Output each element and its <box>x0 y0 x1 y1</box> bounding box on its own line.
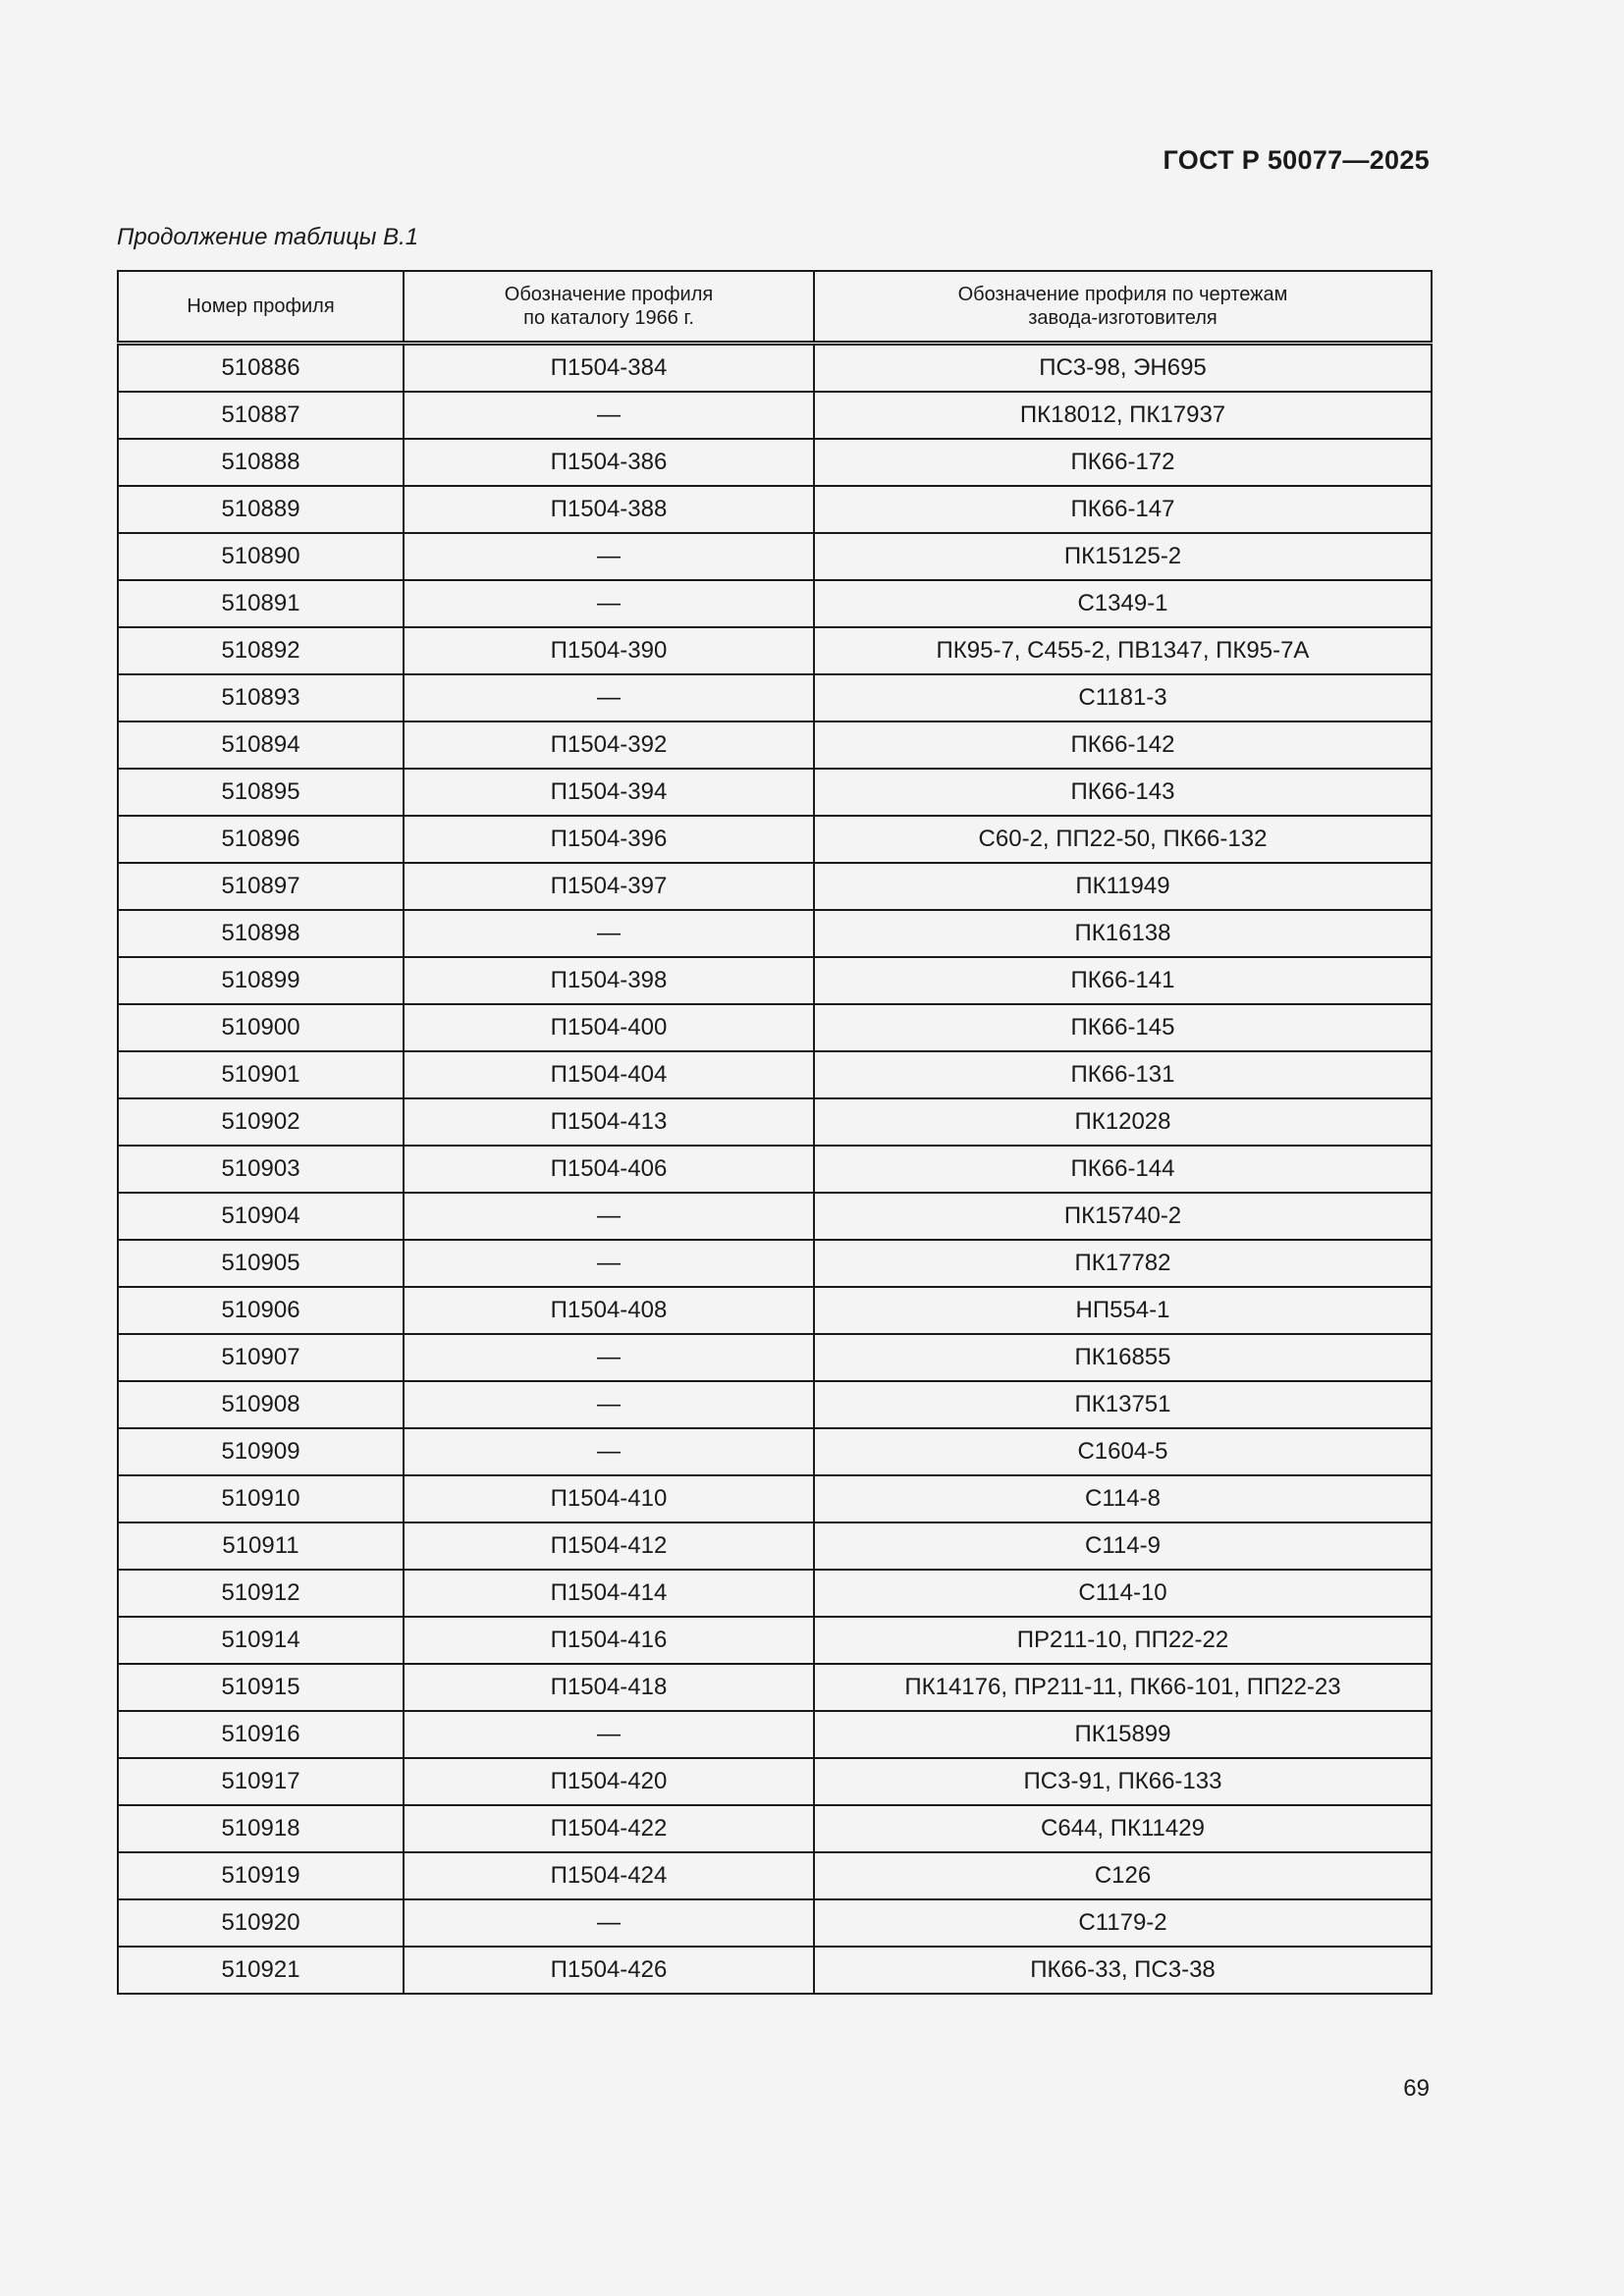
cell-profile-number: 510917 <box>118 1758 404 1805</box>
cell-profile-number: 510903 <box>118 1146 404 1193</box>
table-row <box>118 344 1432 393</box>
table-row <box>118 392 1432 439</box>
cell-profile-number: 510897 <box>118 863 404 910</box>
cell-factory-designation: ПК15125-2 <box>814 533 1432 580</box>
cell-factory-designation: ПК17782 <box>814 1240 1432 1287</box>
cell-profile-number: 510894 <box>118 721 404 769</box>
cell-factory-designation: ПС3-98, ЭН695 <box>814 344 1432 393</box>
cell-factory-designation: С644, ПК11429 <box>814 1805 1432 1852</box>
page-number: 69 <box>1403 2075 1430 2102</box>
table-row <box>118 1381 1432 1428</box>
table-row <box>118 957 1432 1004</box>
cell-catalog-designation: П1504-413 <box>404 1098 814 1146</box>
cell-factory-designation: ПК16855 <box>814 1334 1432 1381</box>
cell-factory-designation: ПК15740-2 <box>814 1193 1432 1240</box>
cell-catalog-designation: П1504-406 <box>404 1146 814 1193</box>
cell-catalog-designation: П1504-386 <box>404 439 814 486</box>
cell-profile-number: 510886 <box>118 344 404 393</box>
table-row <box>118 1947 1432 1994</box>
cell-factory-designation: С60-2, ПП22-50, ПК66-132 <box>814 816 1432 863</box>
table-row <box>118 1805 1432 1852</box>
cell-profile-number: 510892 <box>118 627 404 674</box>
table-row <box>118 1334 1432 1381</box>
table-row <box>118 1758 1432 1805</box>
cell-factory-designation: ПК66-172 <box>814 439 1432 486</box>
cell-profile-number: 510899 <box>118 957 404 1004</box>
table-row <box>118 580 1432 627</box>
table-row <box>118 1522 1432 1570</box>
cell-profile-number: 510891 <box>118 580 404 627</box>
cell-factory-designation: ПК66-147 <box>814 486 1432 533</box>
table-row <box>118 1852 1432 1899</box>
cell-profile-number: 510906 <box>118 1287 404 1334</box>
cell-profile-number: 510901 <box>118 1051 404 1098</box>
cell-profile-number: 510888 <box>118 439 404 486</box>
cell-factory-designation: С114-9 <box>814 1522 1432 1570</box>
cell-catalog-designation: П1504-410 <box>404 1475 814 1522</box>
cell-catalog-designation: П1504-424 <box>404 1852 814 1899</box>
table-row <box>118 1711 1432 1758</box>
cell-profile-number: 510887 <box>118 392 404 439</box>
table-header <box>118 271 1432 344</box>
table-row <box>118 910 1432 957</box>
cell-catalog-designation: — <box>404 580 814 627</box>
column-header-catalog-1966: Обозначение профиля по каталогу 1966 г. <box>404 271 814 344</box>
cell-profile-number: 510905 <box>118 1240 404 1287</box>
cell-factory-designation: ПК66-33, ПС3-38 <box>814 1947 1432 1994</box>
cell-factory-designation: ПК14176, ПР211-11, ПК66-101, ПП22-23 <box>814 1664 1432 1711</box>
table-row <box>118 1098 1432 1146</box>
profiles-table <box>117 270 1433 1995</box>
cell-profile-number: 510912 <box>118 1570 404 1617</box>
cell-factory-designation: С1181-3 <box>814 674 1432 721</box>
cell-factory-designation: С1179-2 <box>814 1899 1432 1947</box>
cell-profile-number: 510902 <box>118 1098 404 1146</box>
cell-catalog-designation: — <box>404 392 814 439</box>
cell-factory-designation: ПК66-142 <box>814 721 1432 769</box>
table-row <box>118 1051 1432 1098</box>
table-row <box>118 1570 1432 1617</box>
cell-factory-designation: С126 <box>814 1852 1432 1899</box>
column-header-factory-drawings: Обозначение профиля по чертежам завода-изготовителя <box>814 271 1432 344</box>
cell-catalog-designation: П1504-392 <box>404 721 814 769</box>
cell-profile-number: 510909 <box>118 1428 404 1475</box>
cell-profile-number: 510916 <box>118 1711 404 1758</box>
table-row <box>118 1428 1432 1475</box>
table-row <box>118 863 1432 910</box>
cell-factory-designation: ПК13751 <box>814 1381 1432 1428</box>
document-code: ГОСТ Р 50077—2025 <box>1163 145 1430 175</box>
cell-catalog-designation: — <box>404 1711 814 1758</box>
cell-profile-number: 510911 <box>118 1522 404 1570</box>
cell-profile-number: 510907 <box>118 1334 404 1381</box>
cell-factory-designation: ПК66-143 <box>814 769 1432 816</box>
cell-profile-number: 510921 <box>118 1947 404 1994</box>
cell-catalog-designation: П1504-420 <box>404 1758 814 1805</box>
cell-catalog-designation: — <box>404 1428 814 1475</box>
cell-catalog-designation: П1504-416 <box>404 1617 814 1664</box>
table-caption: Продолжение таблицы В.1 <box>117 224 419 250</box>
cell-catalog-designation: П1504-426 <box>404 1947 814 1994</box>
table-body <box>118 344 1432 1995</box>
cell-catalog-designation: П1504-397 <box>404 863 814 910</box>
table-row <box>118 1617 1432 1664</box>
table-row <box>118 674 1432 721</box>
column-header-profile-number: Номер профиля <box>118 271 404 344</box>
cell-catalog-designation: — <box>404 910 814 957</box>
cell-factory-designation: С114-10 <box>814 1570 1432 1617</box>
table-row <box>118 816 1432 863</box>
cell-catalog-designation: П1504-404 <box>404 1051 814 1098</box>
cell-profile-number: 510900 <box>118 1004 404 1051</box>
cell-factory-designation: НП554-1 <box>814 1287 1432 1334</box>
header-row <box>118 271 1432 344</box>
cell-catalog-designation: П1504-394 <box>404 769 814 816</box>
table-row <box>118 721 1432 769</box>
cell-profile-number: 510893 <box>118 674 404 721</box>
cell-profile-number: 510889 <box>118 486 404 533</box>
cell-factory-designation: ПК12028 <box>814 1098 1432 1146</box>
table-row <box>118 1240 1432 1287</box>
cell-catalog-designation: П1504-384 <box>404 344 814 393</box>
table-row <box>118 1146 1432 1193</box>
cell-profile-number: 510895 <box>118 769 404 816</box>
cell-profile-number: 510910 <box>118 1475 404 1522</box>
cell-catalog-designation: П1504-418 <box>404 1664 814 1711</box>
cell-catalog-designation: П1504-388 <box>404 486 814 533</box>
cell-factory-designation: С1349-1 <box>814 580 1432 627</box>
cell-catalog-designation: — <box>404 1381 814 1428</box>
cell-factory-designation: С114-8 <box>814 1475 1432 1522</box>
cell-profile-number: 510890 <box>118 533 404 580</box>
cell-factory-designation: ПС3-91, ПК66-133 <box>814 1758 1432 1805</box>
cell-catalog-designation: П1504-408 <box>404 1287 814 1334</box>
cell-factory-designation: ПК66-144 <box>814 1146 1432 1193</box>
cell-factory-designation: ПК66-131 <box>814 1051 1432 1098</box>
table-row <box>118 1664 1432 1711</box>
cell-catalog-designation: П1504-396 <box>404 816 814 863</box>
cell-factory-designation: ПК66-145 <box>814 1004 1432 1051</box>
cell-catalog-designation: — <box>404 674 814 721</box>
cell-factory-designation: С1604-5 <box>814 1428 1432 1475</box>
table-row <box>118 1475 1432 1522</box>
cell-catalog-designation: П1504-412 <box>404 1522 814 1570</box>
cell-catalog-designation: П1504-414 <box>404 1570 814 1617</box>
cell-catalog-designation: — <box>404 1240 814 1287</box>
table-row <box>118 769 1432 816</box>
table-row <box>118 627 1432 674</box>
cell-catalog-designation: П1504-422 <box>404 1805 814 1852</box>
cell-profile-number: 510908 <box>118 1381 404 1428</box>
cell-catalog-designation: — <box>404 1334 814 1381</box>
table-row <box>118 1004 1432 1051</box>
table-row <box>118 1899 1432 1947</box>
cell-factory-designation: ПК66-141 <box>814 957 1432 1004</box>
cell-profile-number: 510915 <box>118 1664 404 1711</box>
table-row <box>118 486 1432 533</box>
cell-factory-designation: ПК15899 <box>814 1711 1432 1758</box>
cell-profile-number: 510898 <box>118 910 404 957</box>
cell-profile-number: 510920 <box>118 1899 404 1947</box>
cell-factory-designation: ПК18012, ПК17937 <box>814 392 1432 439</box>
table-row <box>118 1287 1432 1334</box>
cell-profile-number: 510914 <box>118 1617 404 1664</box>
cell-profile-number: 510896 <box>118 816 404 863</box>
cell-factory-designation: ПК95-7, С455-2, ПВ1347, ПК95-7А <box>814 627 1432 674</box>
cell-profile-number: 510904 <box>118 1193 404 1240</box>
table-row <box>118 533 1432 580</box>
table-row <box>118 1193 1432 1240</box>
cell-catalog-designation: — <box>404 1899 814 1947</box>
table-row <box>118 439 1432 486</box>
cell-profile-number: 510918 <box>118 1805 404 1852</box>
cell-catalog-designation: П1504-400 <box>404 1004 814 1051</box>
cell-catalog-designation: П1504-398 <box>404 957 814 1004</box>
cell-factory-designation: ПР211-10, ПП22-22 <box>814 1617 1432 1664</box>
cell-catalog-designation: — <box>404 533 814 580</box>
cell-profile-number: 510919 <box>118 1852 404 1899</box>
cell-factory-designation: ПК16138 <box>814 910 1432 957</box>
cell-catalog-designation: П1504-390 <box>404 627 814 674</box>
cell-catalog-designation: — <box>404 1193 814 1240</box>
cell-factory-designation: ПК11949 <box>814 863 1432 910</box>
